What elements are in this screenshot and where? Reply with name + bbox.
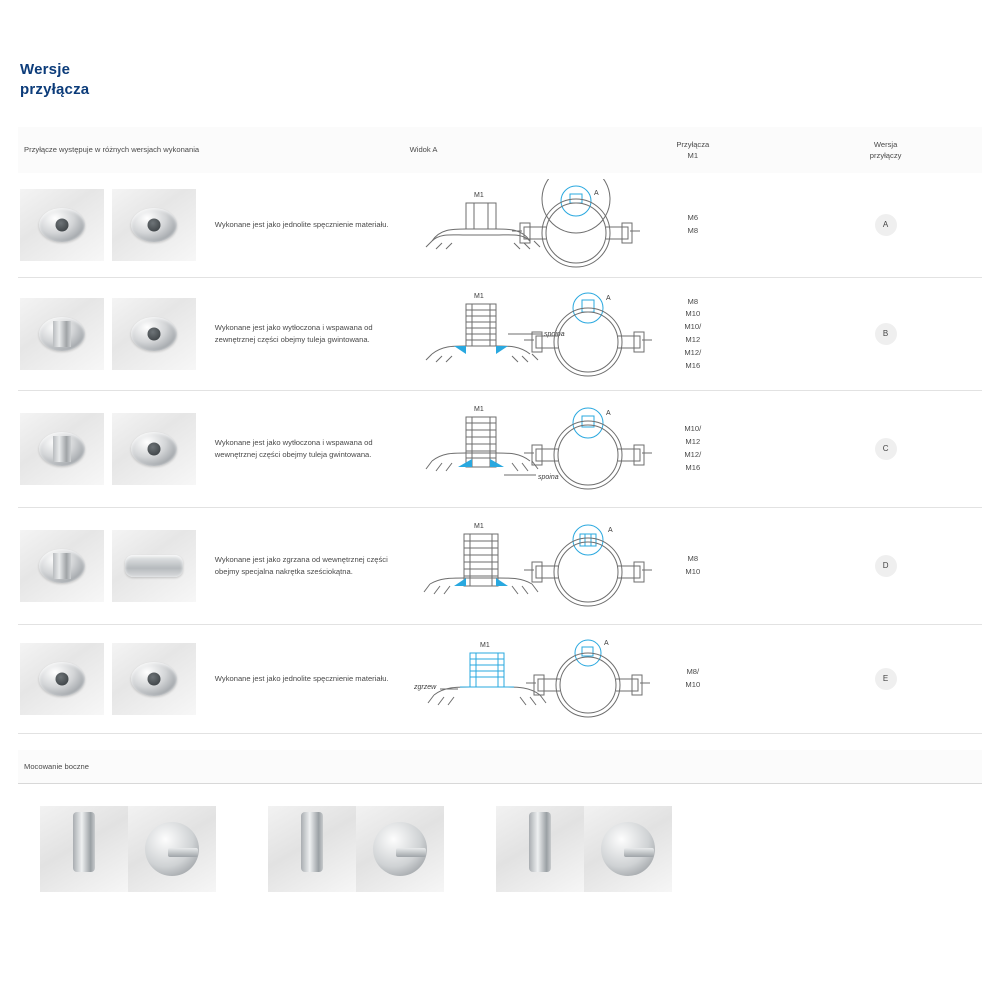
row-version (789, 173, 982, 278)
row-version (789, 391, 982, 508)
m1-value: M8 (687, 226, 699, 236)
table-row (18, 278, 982, 391)
row-description: Wykonane jest jako wytłoczona i wspawana od wewnętrznej części obejmy tuleja gwintowana. (214, 437, 373, 460)
m1-value: M10/ (684, 322, 702, 332)
product-photo (112, 189, 196, 261)
m1-value: M16 (685, 361, 701, 371)
page-title (20, 60, 982, 101)
row-photos (18, 391, 211, 508)
row-version (789, 625, 982, 734)
row-description: Wykonane jest jako zgrzana od wewnętrznej części obejmy specjalna nakrętka sześciokątna. (214, 554, 388, 577)
header-view: Widok A (404, 127, 597, 174)
product-photo (20, 530, 104, 602)
row-view-drawing (404, 391, 611, 508)
side-mount-photo (128, 806, 216, 892)
version-badge: A (875, 214, 897, 236)
drawing-label-a: A (605, 410, 611, 418)
m1-value: M6 (687, 213, 699, 223)
version-badge: D (875, 555, 897, 577)
m1-value: M10 (685, 680, 701, 690)
header-m1-line2: M1 (687, 150, 699, 160)
page-title-line2: przyłącza (20, 81, 90, 99)
drawing-label-m1: M1 (473, 293, 484, 301)
row-version (789, 508, 982, 625)
m1-value: M12 (685, 437, 701, 447)
side-mount-photo (356, 806, 444, 892)
table-row (18, 508, 982, 625)
row-description: Wykonane jest jako jednolite spęcznienie materiału. (214, 674, 389, 684)
drawing-note: spoina (537, 474, 559, 482)
m1-value: M10/ (684, 424, 702, 434)
product-photo (20, 189, 104, 261)
table-body (18, 173, 982, 734)
product-photo (20, 643, 104, 715)
row-view-drawing (404, 508, 613, 625)
drawing-label-a: A (603, 640, 609, 648)
side-mount-photo (496, 806, 584, 892)
drawing-label-a: A (605, 295, 611, 303)
side-mount-photo (40, 806, 128, 892)
row-description: Wykonane jest jako wytłoczona i wspawana od zewnętrznej części obejmy tuleja gwintowana. (214, 322, 373, 345)
row-m1-values (593, 173, 789, 278)
header-m1-line1: Przyłącza (676, 139, 710, 149)
drawing-label-m1: M1 (479, 642, 490, 650)
page-title-line1: Wersje (20, 61, 71, 78)
drawing-label-m1: M1 (473, 523, 484, 531)
table-row (18, 625, 982, 734)
m1-value: M12/ (684, 450, 702, 460)
row-photos (18, 508, 211, 625)
version-badge: C (875, 438, 897, 460)
product-photo (112, 413, 196, 485)
m1-value: M10 (685, 567, 701, 577)
header-version-line2: przyłączy (869, 150, 902, 160)
row-m1-values (596, 278, 789, 391)
side-mount-heading: Mocowanie boczne (18, 750, 982, 784)
table-header (18, 127, 982, 174)
header-m1 (596, 127, 789, 174)
table-row (18, 391, 982, 508)
m1-value: M12/ (684, 348, 702, 358)
row-version (789, 278, 982, 391)
drawing-label-m1: M1 (473, 192, 484, 200)
side-mount-group (496, 806, 672, 892)
product-photo (20, 298, 104, 370)
side-mount-photo (584, 806, 672, 892)
drawing-label-a: A (593, 190, 599, 198)
row-photos (18, 625, 211, 734)
product-photo (20, 413, 104, 485)
drawing-note: spoina (543, 331, 565, 339)
side-mount-group (268, 806, 444, 892)
m1-value: M10 (685, 309, 701, 319)
side-mount-group (40, 806, 216, 892)
row-photos (18, 278, 211, 391)
product-photo (112, 530, 196, 602)
row-view-drawing (404, 278, 611, 391)
m1-value: M16 (685, 463, 701, 473)
header-version-line1: Wersja (873, 139, 898, 149)
header-description: Przyłącze występuje w różnych wersjach wykonania (18, 127, 404, 174)
product-photo (112, 643, 196, 715)
version-badge: E (875, 668, 897, 690)
m1-value: M12 (685, 335, 701, 345)
m1-value: M8 (687, 554, 699, 564)
versions-table (18, 127, 982, 735)
row-photos (18, 173, 211, 278)
side-mount-gallery (18, 806, 982, 892)
product-photo (112, 298, 196, 370)
header-version (789, 127, 982, 174)
drawing-note: zgrzew (413, 684, 436, 692)
m1-value: M8/ (686, 667, 700, 677)
version-badge: B (875, 323, 897, 345)
table-header-row (18, 127, 982, 174)
drawing-label-a: A (607, 527, 613, 535)
m1-value: M8 (687, 296, 699, 306)
row-view-drawing (404, 625, 609, 734)
side-mount-photo (268, 806, 356, 892)
row-view-drawing (404, 173, 597, 278)
drawing-label-m1: M1 (473, 406, 484, 414)
row-description: Wykonane jest jako jednolite spęcznienie materiału. (214, 220, 389, 230)
table-row (18, 173, 982, 278)
